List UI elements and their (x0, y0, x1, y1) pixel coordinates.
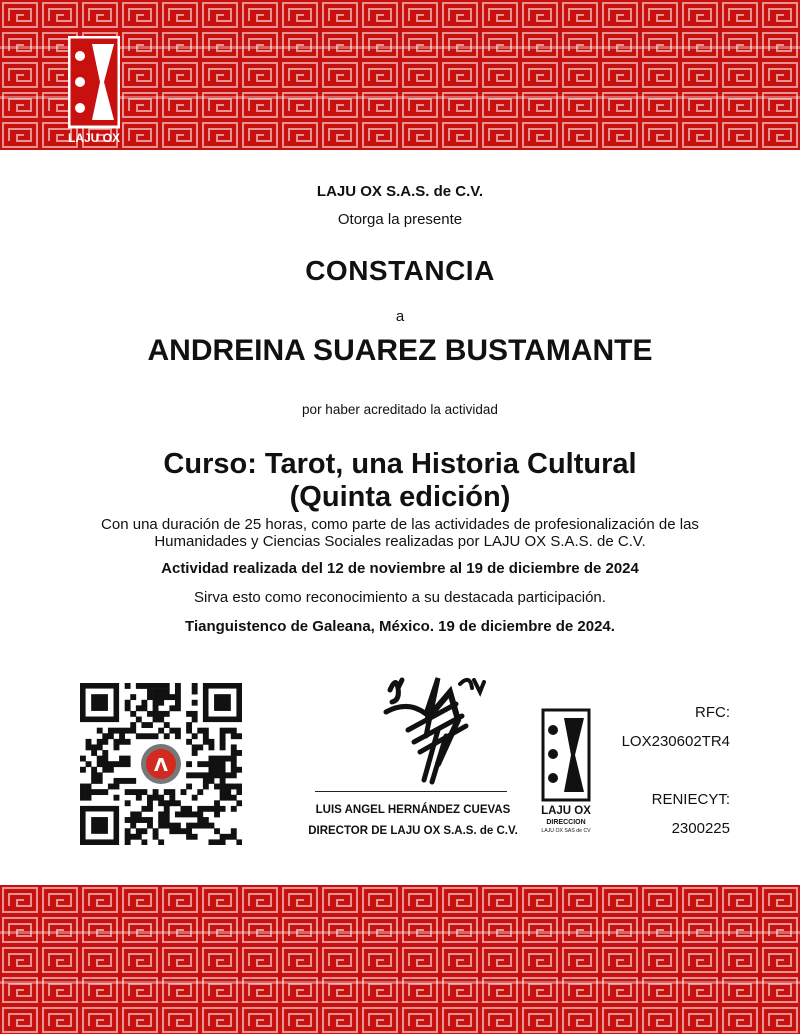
qr-center-badge (141, 744, 181, 784)
place-and-date: Tianguistenco de Galeana, México. 19 de diciembre de 2024. (185, 618, 615, 635)
stamp-line1: DIRECCION (546, 819, 586, 826)
recognition-text: Sirva esto como reconocimiento a su destacada participación. (194, 589, 606, 606)
rfc-label: RFC: (695, 704, 730, 721)
greek-key-pattern-bottom (0, 885, 800, 1034)
duration-line2: Humanidades y Ciencias Sociales realizadas por LAJU OX S.A.S. de C.V. (154, 533, 646, 550)
duration-line1: Con una duración de 25 horas, como parte de las actividades de profesionalización de las (101, 516, 699, 533)
reniecyt-label: RENIECYT: (651, 791, 730, 808)
signer-name: LUIS ANGEL HERNÁNDEZ CUEVAS (315, 804, 511, 816)
qr-code-image (80, 683, 242, 845)
laju-ox-logo (68, 36, 120, 146)
course-title-line1: Curso: Tarot, una Historia Cultural (163, 448, 637, 480)
activity-dates: Actividad realizada del 12 de noviembre al 19 de diciembre de 2024 (161, 560, 639, 577)
greek-key-pattern (0, 0, 800, 150)
footer-band (0, 885, 800, 1034)
preposition: a (395, 308, 405, 325)
document-type: CONSTANCIA (305, 255, 495, 286)
grants-text: Otorga la presente (337, 211, 463, 228)
svg-text:Λ: Λ (154, 755, 168, 776)
signer-title: DIRECTOR DE LAJU OX S.A.S. de C.V. (308, 825, 518, 837)
recipient-name: ANDREINA SUAREZ BUSTAMANTE (147, 334, 653, 367)
course-title-line2: (Quinta edición) (289, 481, 511, 513)
reniecyt-value: 2300225 (671, 820, 730, 837)
issuer-name: LAJU OX S.A.S. de C.V. (316, 183, 484, 200)
stamp-line2: LAJU OX SAS de CV (541, 828, 591, 834)
rfc-value: LOX230602TR4 (621, 733, 730, 750)
reason-text: por haber acreditado la actividad (302, 402, 498, 417)
header-band (0, 0, 800, 150)
qr-code[interactable] (80, 683, 242, 845)
signature-line (315, 791, 507, 792)
logo-text: LAJU OX (68, 131, 120, 145)
handwritten-signature (368, 670, 498, 788)
direction-stamp (540, 708, 592, 838)
duration-text (0, 516, 800, 550)
course-title (0, 448, 800, 514)
stamp-logo-text: LAJU OX (541, 805, 591, 817)
